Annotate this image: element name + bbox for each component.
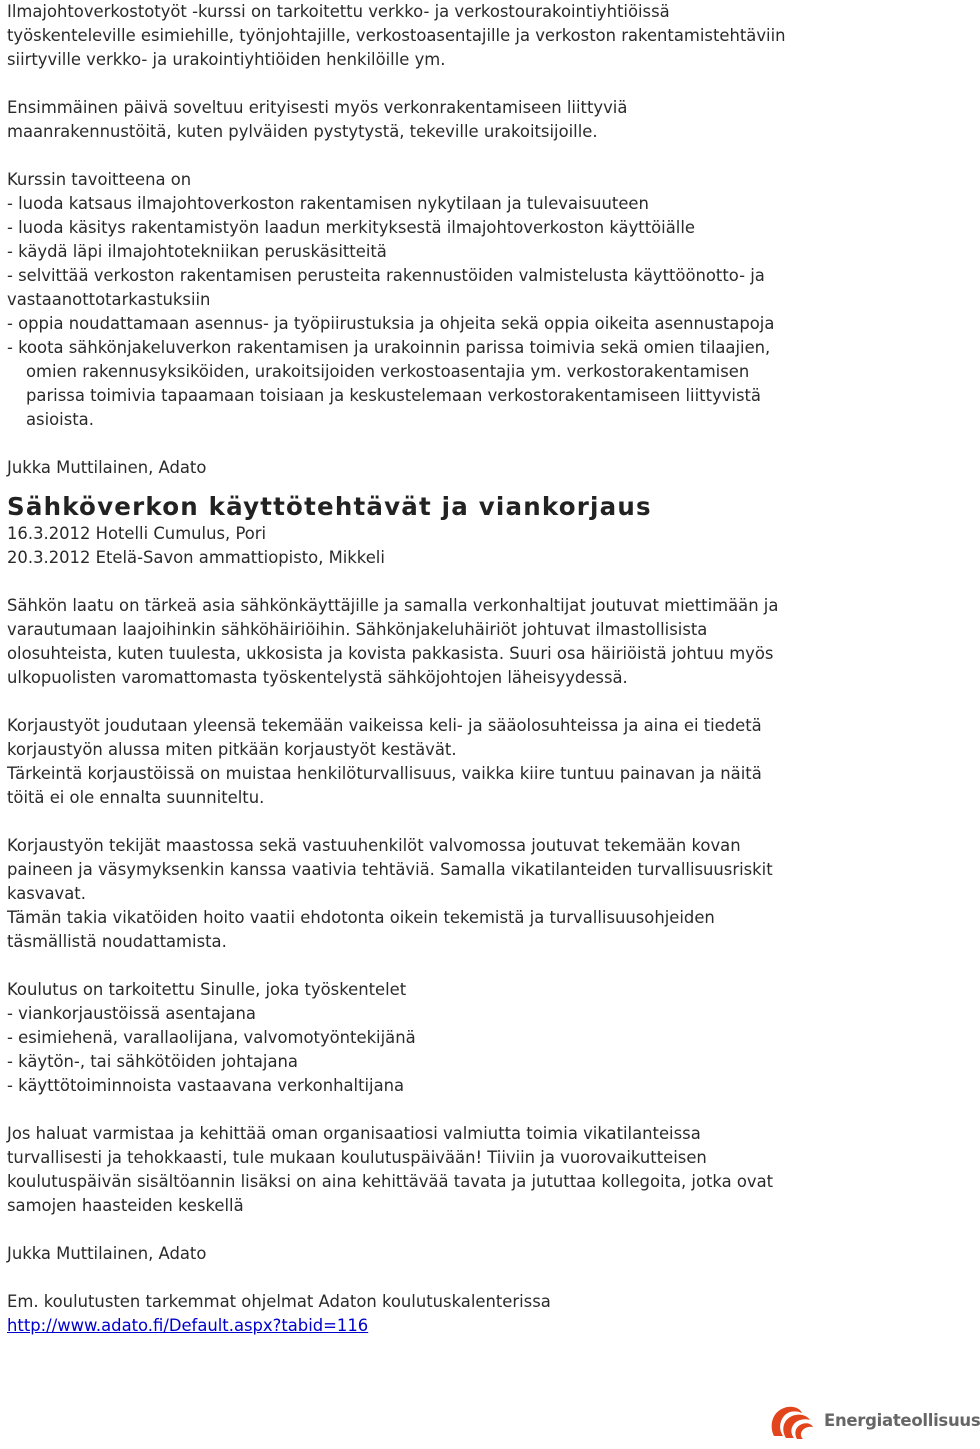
goals-heading: Kurssin tavoitteena on <box>7 170 192 189</box>
audience-item: - viankorjaustöissä asentajana <box>7 1004 256 1023</box>
logo-text: Energiateollisuus <box>824 1411 980 1430</box>
paragraph-line: turvallisesti ja tehokkaasti, tule mukaan koulutuspäivään! Tiiviin ja vuorovaikutteisen <box>7 1148 707 1167</box>
paragraph-line: samojen haasteiden keskellä <box>7 1196 244 1215</box>
goals-item: asioista. <box>26 410 94 429</box>
goals-item: - oppia noudattamaan asennus- ja työpiirustuksia ja ohjeita sekä oppia oikeita asennustapoja <box>7 314 775 333</box>
course-date: 16.3.2012 Hotelli Cumulus, Pori <box>7 524 267 543</box>
author-signature: Jukka Muttilainen, Adato <box>7 458 207 477</box>
paragraph-line: koulutuspäivän sisältöannin lisäksi on aina kehittävää tavata ja jututtaa kollegoita, jotka ovat <box>7 1172 774 1191</box>
intro-line: siirtyville verkko- ja urakointiyhtiöiden henkilöille ym. <box>7 50 446 69</box>
paragraph-line: korjaustyön alussa miten pitkään korjaustyöt kestävät. <box>7 740 457 759</box>
audience-item: - esimiehenä, varallaolijana, valvomotyöntekijänä <box>7 1028 416 1047</box>
paragraph-line: töitä ei ole ennalta suunniteltu. <box>7 788 265 807</box>
audience-heading: Koulutus on tarkoitettu Sinulle, joka työskentelet <box>7 980 407 999</box>
goals-item: - selvittää verkoston rakentamisen perusteita rakennustöiden valmistelusta käyttöönotto- ja <box>7 266 765 285</box>
course-calendar-link[interactable]: http://www.adato.fi/Default.aspx?tabid=116 <box>7 1316 369 1335</box>
intro2-line: maanrakennustöitä, kuten pylväiden pystytystä, tekeville urakoitsijoille. <box>7 122 598 141</box>
paragraph-line: Korjaustyöt joudutaan yleensä tekemään vaikeissa keli- ja sääolosuhteissa ja aina ei tiedetä <box>7 716 762 735</box>
energiateollisuus-logo-icon <box>766 1402 818 1442</box>
paragraph-line: täsmällistä noudattamista. <box>7 932 227 951</box>
intro2-line: Ensimmäinen päivä soveltuu erityisesti myös verkonrakentamiseen liittyviä <box>7 98 628 117</box>
goals-item: parissa toimivia tapaamaan toisiaan ja keskustelemaan verkostorakentamiseen liittyvistä <box>26 386 761 405</box>
paragraph-line: Tämän takia vikatöiden hoito vaatii ehdotonta oikein tekemistä ja turvallisuusohjeiden <box>7 908 715 927</box>
paragraph-line: Sähkön laatu on tärkeä asia sähkönkäyttäjille ja samalla verkonhaltijat joutuvat miettimään ja <box>7 596 779 615</box>
course-date: 20.3.2012 Etelä-Savon ammattiopisto, Mikkeli <box>7 548 385 567</box>
paragraph-line: Tärkeintä korjaustöissä on muistaa henkilöturvallisuus, vaikka kiire tuntuu painavan ja näitä <box>7 764 762 783</box>
document-body <box>7 0 955 1338</box>
goals-item: - koota sähkönjakeluverkon rakentamisen ja urakoinnin parissa toimivia sekä omien tilaajien, <box>7 338 771 357</box>
paragraph-line: Korjaustyön tekijät maastossa sekä vastuuhenkilöt valvomossa joutuvat tekemään kovan <box>7 836 741 855</box>
goals-item: - luoda käsitys rakentamistyön laadun merkityksestä ilmajohtoverkoston käyttöiälle <box>7 218 695 237</box>
intro-line: työskenteleville esimiehille, työnjohtajille, verkostoasentajille ja verkoston rakentamistehtäviin <box>7 26 786 45</box>
audience-item: - käytön-, tai sähkötöiden johtajana <box>7 1052 298 1071</box>
paragraph-line: olosuhteista, kuten tuulesta, ukkosista ja kovista pakkasista. Suuri osa häiriöistä johtuu myös <box>7 644 774 663</box>
paragraph-line: kasvavat. <box>7 884 86 903</box>
paragraph-line: paineen ja väsymyksenkin kanssa vaativia tehtäviä. Samalla vikatilanteiden turvallisuusriskit <box>7 860 773 879</box>
paragraph-line: varautumaan laajoihinkin sähköhäiriöihin. Sähkönjakeluhäiriöt johtuvat ilmastollisista <box>7 620 708 639</box>
energiateollisuus-logo <box>766 1402 980 1442</box>
goals-item: - käydä läpi ilmajohtotekniikan peruskäsitteitä <box>7 242 387 261</box>
intro-line: Ilmajohtoverkostotyöt -kurssi on tarkoitettu verkko- ja verkostourakointiyhtiöissä <box>7 2 670 21</box>
goals-item: omien rakennusyksiköiden, urakoitsijoiden verkostoasentajia ym. verkostorakentamisen <box>26 362 750 381</box>
paragraph-line: Jos haluat varmistaa ja kehittää oman organisaatiosi valmiutta toimia vikatilanteissa <box>7 1124 701 1143</box>
course-title: Sähköverkon käyttötehtävät ja viankorjaus <box>7 492 652 521</box>
more-info-text: Em. koulutusten tarkemmat ohjelmat Adaton koulutuskalenterissa <box>7 1292 551 1311</box>
goals-item: vastaanottotarkastuksiin <box>7 290 211 309</box>
audience-item: - käyttötoiminnoista vastaavana verkonhaltijana <box>7 1076 405 1095</box>
paragraph-line: ulkopuolisten varomattomasta työskentelystä sähköjohtojen läheisyydessä. <box>7 668 628 687</box>
author-signature: Jukka Muttilainen, Adato <box>7 1244 207 1263</box>
goals-item: - luoda katsaus ilmajohtoverkoston rakentamisen nykytilaan ja tulevaisuuteen <box>7 194 649 213</box>
